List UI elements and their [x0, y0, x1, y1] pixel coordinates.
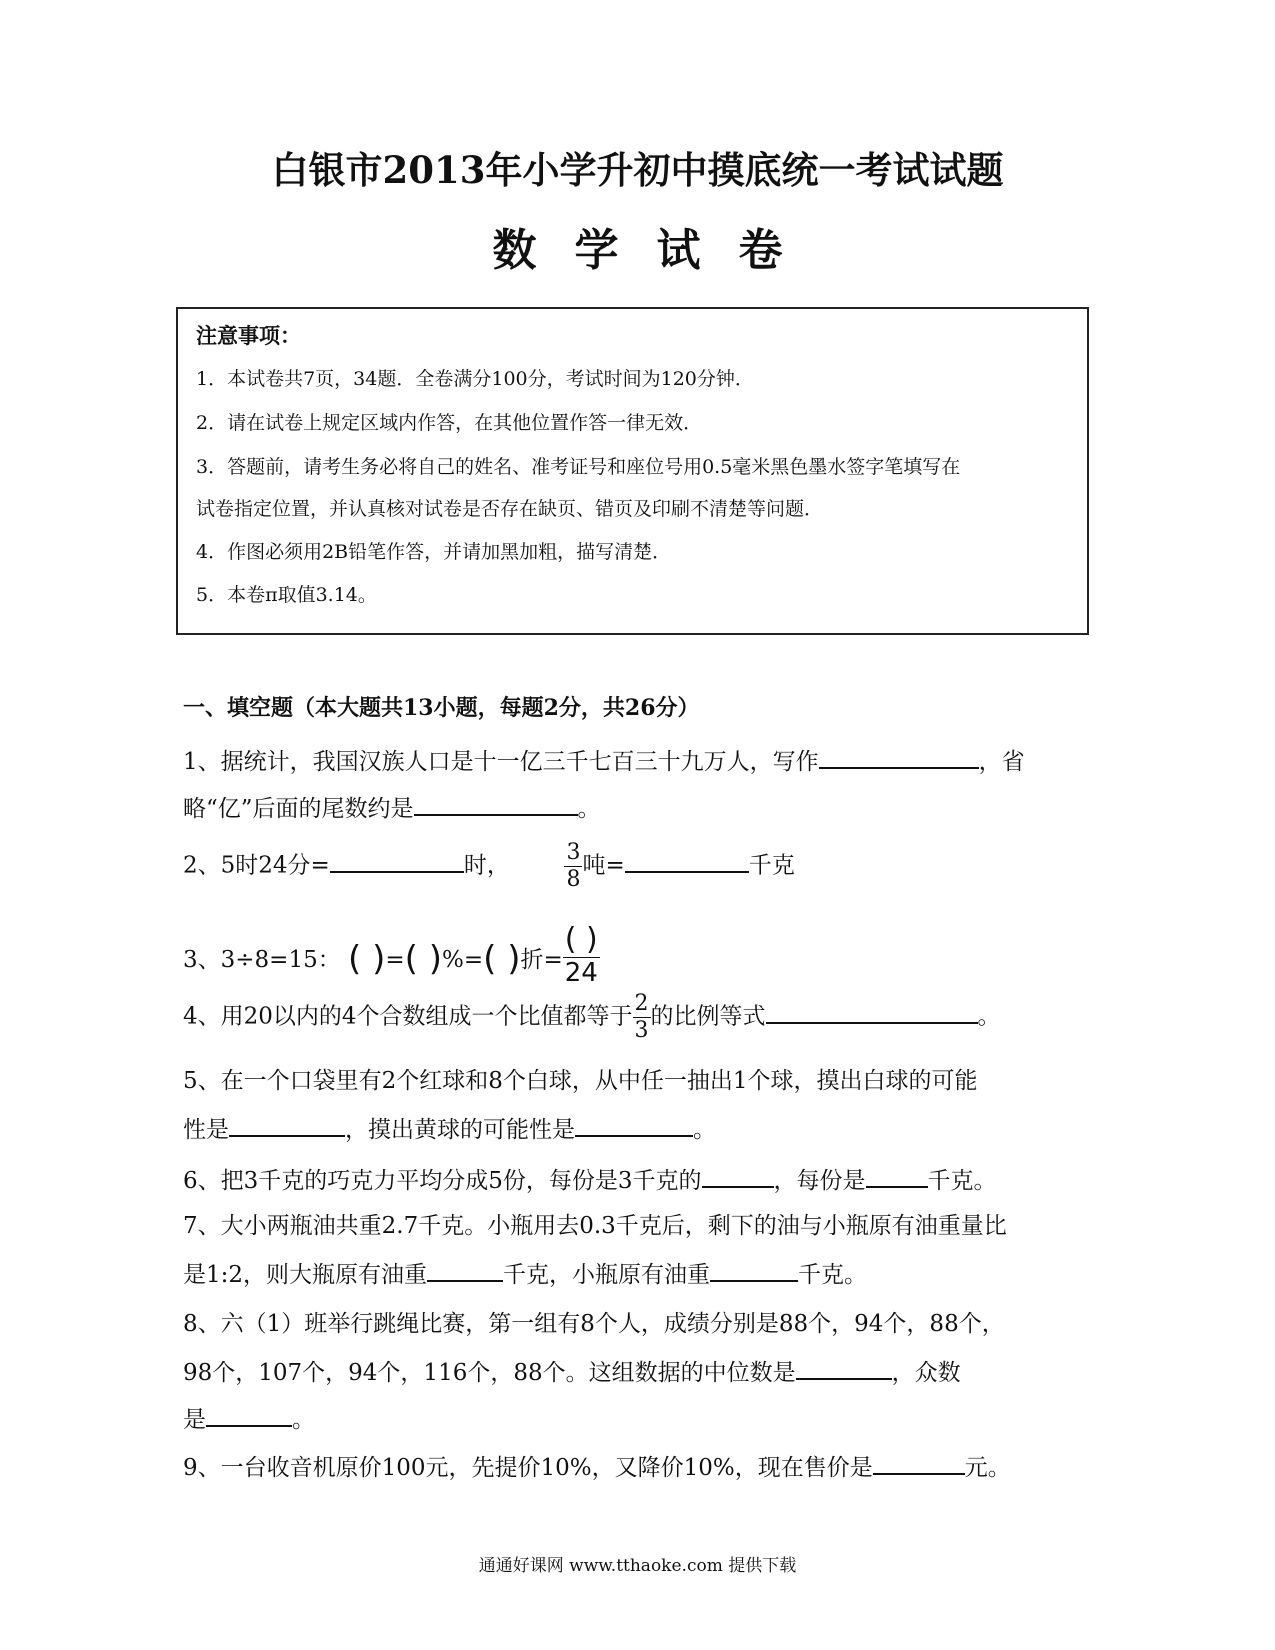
q4-fraction: [633, 993, 651, 1042]
question-8-cont: [183, 1356, 961, 1388]
notice-item-3-cont: 试卷指定位置，并认真核对试卷是否存在缺页、错页及印刷不清楚等问题．: [196, 498, 824, 520]
q5-blank-2[interactable]: [575, 1113, 693, 1137]
q3-frac-den: 24: [564, 958, 598, 988]
q5-blank-1[interactable]: [229, 1113, 345, 1137]
q3-paren-2[interactable]: ( ): [404, 939, 442, 979]
q3-zhe: 折=: [520, 947, 563, 973]
q3-fraction: [563, 922, 600, 988]
q4-blank[interactable]: [766, 1000, 978, 1024]
q2-frac-num: 3: [566, 840, 581, 865]
q2-frac-den: 8: [566, 867, 581, 892]
q5-text-b: 性是: [183, 1117, 229, 1143]
q7-text: 7、大小两瓶油共重2.7千克。小瓶用去0.3千克后，剩下的油与小瓶原有油重量比: [183, 1213, 1007, 1239]
question-9: [183, 1451, 1011, 1483]
notice-title: 注意事项：: [196, 323, 301, 348]
q2-text-b: 时，: [463, 852, 510, 879]
q6-text-b: ，每份是: [773, 1168, 866, 1194]
q8-text-d: 是: [183, 1407, 206, 1433]
q3-text: 3、3÷8=15：: [183, 947, 341, 973]
q1-text-c: 略“亿”后面的尾数约是: [183, 796, 414, 822]
exam-title: 白银市2013年小学升初中摸底统一考试试题: [271, 148, 1004, 192]
q5-text: 5、在一个口袋里有2个红球和8个白球，从中任一抽出1个球，摸出白球的可能: [183, 1068, 978, 1094]
q1-text: 1、据统计，我国汉族人口是十一亿三千七百三十九万人，写作: [183, 749, 819, 775]
q2-text: 2、5时24分=: [183, 852, 330, 879]
question-7-cont: [183, 1258, 867, 1290]
notice-item-1: 1．本试卷共7页，34题．全卷满分100分，考试时间为120分钟．: [196, 368, 754, 390]
question-1-cont: [183, 792, 601, 824]
question-8-cont-2: [183, 1403, 315, 1435]
q1-text-d: 。: [577, 796, 601, 822]
q3-frac-paren[interactable]: ( ): [564, 922, 598, 957]
q3-paren-1[interactable]: ( ): [348, 939, 386, 979]
q6-blank-2[interactable]: [866, 1164, 928, 1188]
q7-blank-1[interactable]: [427, 1258, 503, 1282]
question-4: [183, 993, 1001, 1042]
q2-text-d: 千克: [748, 852, 795, 879]
q7-text-c: 千克，小瓶原有油重: [503, 1262, 711, 1288]
q2-fraction: [564, 842, 582, 891]
q5-text-c: ，摸出黄球的可能性是: [345, 1117, 575, 1143]
question-2: [183, 842, 795, 891]
question-8: [183, 1309, 1005, 1339]
q4-frac-den: 3: [634, 1018, 649, 1043]
exam-subtitle: 数学试卷: [492, 225, 821, 276]
q9-text-b: 元。: [964, 1455, 1011, 1481]
q4-text-b: 的比例等式: [650, 1003, 766, 1030]
q1-blank-1[interactable]: [819, 745, 979, 769]
question-6: [183, 1164, 997, 1196]
question-5-cont: [183, 1113, 716, 1145]
question-5: [183, 1066, 978, 1096]
q6-text: 6、把3千克的巧克力平均分成5份，每份是3千克的: [183, 1168, 702, 1194]
q6-blank-1[interactable]: [702, 1164, 774, 1188]
q8-text-e: 。: [292, 1407, 315, 1433]
q8-text-b: 98个，107个，94个，116个，88个。这组数据的中位数是: [183, 1360, 796, 1386]
q6-text-c: 千克。: [927, 1168, 997, 1194]
q7-text-d: 千克。: [798, 1262, 868, 1288]
q7-blank-2[interactable]: [710, 1258, 798, 1282]
q4-frac-num: 2: [634, 991, 649, 1016]
q9-blank[interactable]: [873, 1451, 965, 1475]
page-footer: 通通好课网 www.tthaoke.com 提供下载: [478, 1556, 797, 1576]
q4-text-c: 。: [977, 1003, 1001, 1030]
question-1: [183, 745, 1025, 777]
notice-item-3: 3．答题前，请考生务必将自己的姓名、准考证号和座位号用0.5毫米黑色墨水签字笔填写在: [196, 456, 961, 478]
q1-blank-2[interactable]: [414, 792, 578, 816]
notice-item-4: 4．作图必须用2B铅笔作答，并请加黑加粗，描写清楚．: [196, 541, 672, 563]
q4-text: 4、用20以内的4个合数组成一个比值都等于: [183, 1003, 633, 1030]
q5-text-d: 。: [693, 1117, 716, 1143]
q8-text: 8、六（1）班举行跳绳比赛，第一组有8个人，成绩分别是88个，94个，88个，: [183, 1311, 1005, 1337]
q1-text-b: ，省: [978, 749, 1025, 775]
q2-blank-1[interactable]: [330, 849, 464, 873]
q8-blank-1[interactable]: [796, 1356, 892, 1380]
q8-text-c: ，众数: [891, 1360, 961, 1386]
section-heading: 一、填空题（本大题共13小题，每题2分，共26分）: [183, 695, 700, 721]
question-7: [183, 1211, 1007, 1241]
q9-text: 9、一台收音机原价100元，先提价10%，又降价10%，现在售价是: [183, 1455, 873, 1481]
q3-pct: %=: [442, 947, 484, 973]
q3-paren-3[interactable]: ( ): [483, 939, 521, 979]
q3-eq: =: [385, 947, 405, 973]
q8-blank-2[interactable]: [206, 1403, 292, 1427]
q7-text-b: 是1:2，则大瓶原有油重: [183, 1262, 428, 1288]
q2-blank-2[interactable]: [625, 849, 749, 873]
q2-text-c: 吨=: [582, 852, 625, 879]
notice-item-2: 2．请在试卷上规定区域内作答，在其他位置作答一律无效．: [196, 412, 703, 434]
notice-item-5: 5．本卷π取值3.14。: [196, 584, 377, 606]
question-3: [183, 922, 600, 988]
